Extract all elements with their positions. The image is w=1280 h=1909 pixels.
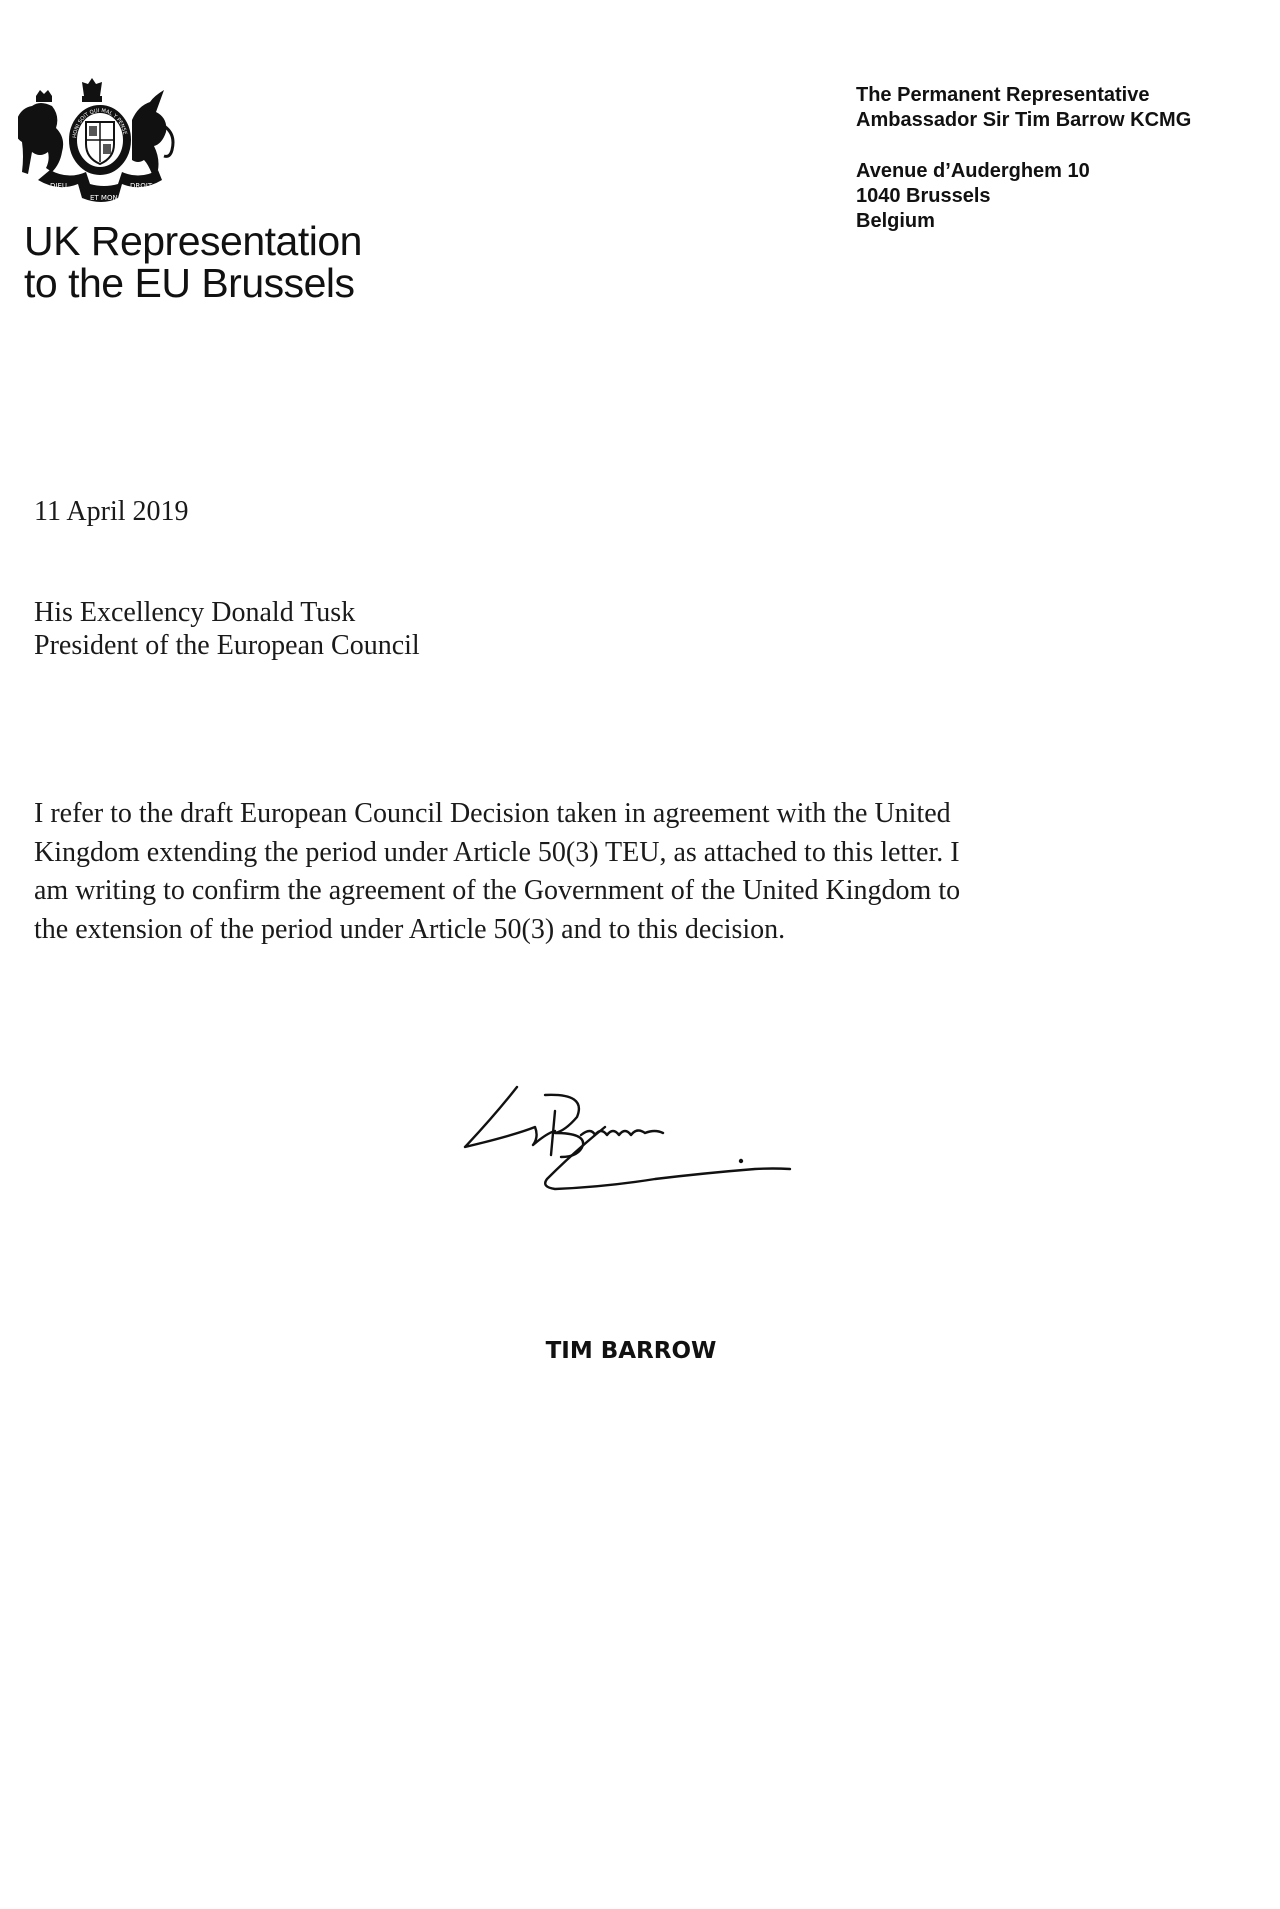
body-line: Kingdom extending the period under Article 50(3) TEU, as attached to this letter. I (34, 836, 960, 868)
sender-title: The Permanent Representative (856, 84, 1150, 106)
svg-text:DROIT: DROIT (130, 182, 153, 190)
recipient-position: President of the European Council (34, 630, 420, 661)
sender-address-street: Avenue d’Auderghem 10 (856, 160, 1090, 182)
garter-motto: HONI SOIT QUI MAL Y PENSE (72, 107, 128, 139)
svg-text:DIEU: DIEU (50, 182, 68, 190)
recipient-block (34, 596, 420, 662)
signatory-name: TIM BARROW (545, 1338, 717, 1364)
sender-address-city: 1040 Brussels (856, 185, 991, 207)
handwritten-signature (455, 1075, 800, 1205)
organisation-name-line2: to the EU Brussels (24, 260, 355, 306)
sender-address-country: Belgium (856, 210, 935, 232)
royal-coat-of-arms-logo (18, 76, 182, 208)
body-line: the extension of the period under Article 50(3) and to this decision. (34, 913, 786, 945)
organisation-name-line1: UK Representation (24, 218, 362, 264)
recipient-name: His Excellency Donald Tusk (34, 597, 356, 628)
svg-text:ET MON: ET MON (90, 194, 118, 202)
letter-body (34, 795, 960, 949)
body-line: I refer to the draft European Council Decision taken in agreement with the United (34, 798, 951, 829)
sender-name: Ambassador Sir Tim Barrow KCMG (856, 109, 1192, 131)
body-line: am writing to confirm the agreement of the Government of the United Kingdom to (34, 875, 961, 907)
letter-date: 11 April 2019 (34, 496, 189, 527)
